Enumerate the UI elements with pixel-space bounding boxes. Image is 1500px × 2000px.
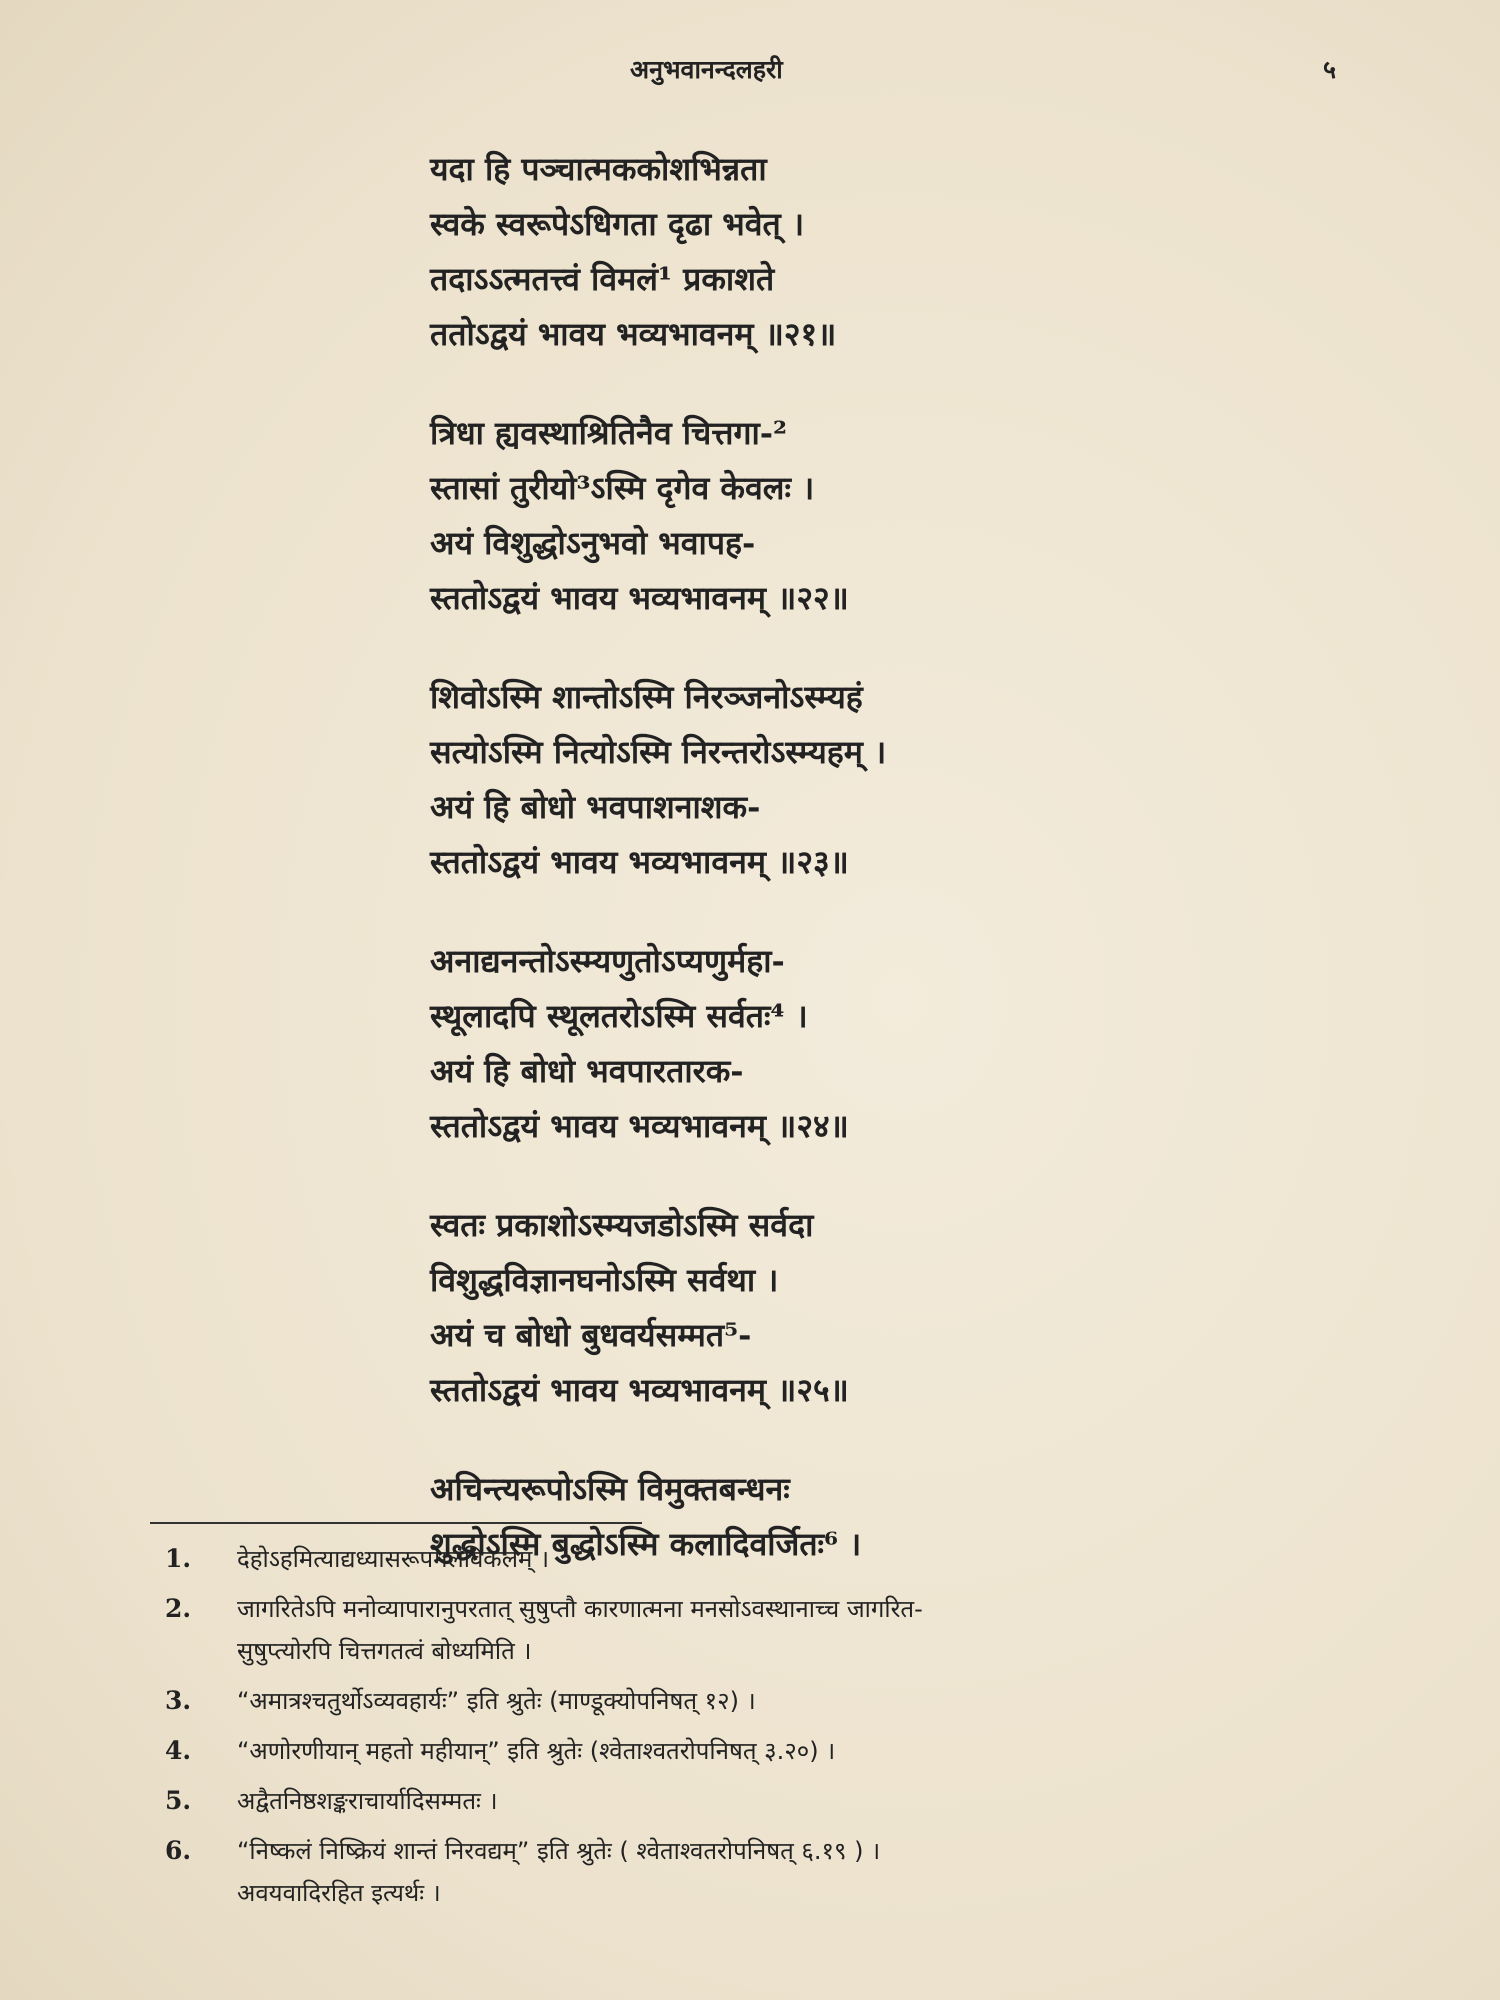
verse-block xyxy=(430,142,1130,1616)
verse-line: अनाद्यनन्तोऽस्म्यणुतोऽप्यणुर्महा- xyxy=(430,942,785,980)
verse-line: सत्योऽस्मि नित्योऽस्मि निरन्तरोऽस्म्यहम् । xyxy=(430,733,887,771)
verse-line: अयं विशुद्धोऽनुभवो भवापह- xyxy=(430,524,756,562)
footnote-text: “निष्कलं निष्क्रियं शान्तं निरवद्यम्” इति श्रुतेः ( श्वेताश्वतरोपनिषत् ६.१९ ) । xyxy=(237,1837,881,1865)
verse-line: त्रिधा ह्यवस्थाश्रितिनैव चित्तगा-² xyxy=(430,414,788,452)
verse-line: अयं च बोधो बुधवर्यसम्मत⁵- xyxy=(430,1316,752,1354)
stanza-22 xyxy=(430,406,1130,626)
footnote-number: 2. xyxy=(165,1594,192,1623)
verse-line: शिवोऽस्मि शान्तोऽस्मि निरञ्जनोऽस्म्यहं xyxy=(430,678,863,716)
verse-line: स्ततोऽद्वयं भावय भव्यभावनम् ॥२५॥ xyxy=(430,1371,849,1409)
footnote-text: जागरितेऽपि मनोव्यापारानुपरतात् सुषुप्तौ कारणात्मना मनसोऽवस्थानाच्च जागरित- xyxy=(237,1595,923,1623)
verse-line: स्वके स्वरूपेऽधिगता दृढा भवेत् । xyxy=(430,205,805,243)
footnote-number: 3. xyxy=(165,1686,192,1715)
footnote-text: देहोऽहमित्याद्यध्यासरूपमलविकलम् । xyxy=(237,1545,550,1573)
stanza-24 xyxy=(430,934,1130,1154)
footnote-number: 4. xyxy=(165,1736,192,1765)
footnotes xyxy=(165,1538,1375,1922)
running-title: अनुभवानन्दलहरी xyxy=(630,55,783,84)
verse-line: यदा हि पञ्चात्मककोशभिन्नता xyxy=(430,150,767,188)
verse-line: अयं हि बोधो भवपारतारक- xyxy=(430,1052,744,1090)
stanza-21 xyxy=(430,142,1130,362)
footnote-number: 1. xyxy=(165,1544,192,1573)
footnote-number: 5. xyxy=(165,1786,192,1815)
footnote-5 xyxy=(165,1780,1375,1822)
verse-line: स्वतः प्रकाशोऽस्म्यजडोऽस्मि सर्वदा xyxy=(430,1206,814,1244)
footnote-rule xyxy=(150,1522,642,1524)
footnote-number: 6. xyxy=(165,1836,192,1865)
footnote-text: “अणोरणीयान् महतो महीयान्” इति श्रुतेः (श्वेताश्वतरोपनिषत् ३.२०) । xyxy=(237,1737,836,1765)
footnote-text: अवयवादिरहित इत्यर्थः । xyxy=(237,1879,441,1907)
verse-line: ततोऽद्वयं भावय भव्यभावनम् ॥२१॥ xyxy=(430,315,837,353)
footnote-3 xyxy=(165,1680,1375,1722)
verse-line: स्ततोऽद्वयं भावय भव्यभावनम् ॥२३॥ xyxy=(430,843,849,881)
verse-line: अचिन्त्यरूपोऽस्मि विमुक्तबन्धनः xyxy=(430,1470,790,1508)
verse-line: शुद्धोऽस्मि बुद्धोऽस्मि कलादिवर्जितः⁶ । xyxy=(430,1525,862,1563)
verse-line: स्ततोऽद्वयं भावय भव्यभावनम् ॥२२॥ xyxy=(430,579,849,617)
verse-line: स्थूलादपि स्थूलतरोऽस्मि सर्वतः⁴ । xyxy=(430,997,808,1035)
footnote-text: “अमात्रश्चतुर्थोऽव्यवहार्यः” इति श्रुतेः (माण्डूक्योपनिषत् १२) । xyxy=(237,1687,756,1715)
verse-line: स्तासां तुरीयो³ऽस्मि दृगेव केवलः । xyxy=(430,469,815,507)
verse-line: अयं हि बोधो भवपाशनाशक- xyxy=(430,788,761,826)
verse-line: स्ततोऽद्वयं भावय भव्यभावनम् ॥२४॥ xyxy=(430,1107,849,1145)
stanza-25 xyxy=(430,1198,1130,1418)
footnote-text: सुषुप्त्योरपि चित्तगतत्वं बोध्यमिति । xyxy=(237,1637,532,1665)
stanza-23 xyxy=(430,670,1130,890)
page-header xyxy=(0,52,1500,102)
page-number: ५ xyxy=(1323,55,1337,84)
footnote-1 xyxy=(165,1538,1375,1580)
verse-line: विशुद्धविज्ञानघनोऽस्मि सर्वथा । xyxy=(430,1261,779,1299)
verse-line: तदाऽऽत्मतत्त्वं विमलं¹ प्रकाशते xyxy=(430,260,775,298)
footnote-text: अद्वैतनिष्ठशङ्कराचार्यादिसम्मतः । xyxy=(237,1787,498,1815)
footnote-2 xyxy=(165,1588,1375,1672)
footnote-6 xyxy=(165,1830,1375,1914)
footnote-4 xyxy=(165,1730,1375,1772)
